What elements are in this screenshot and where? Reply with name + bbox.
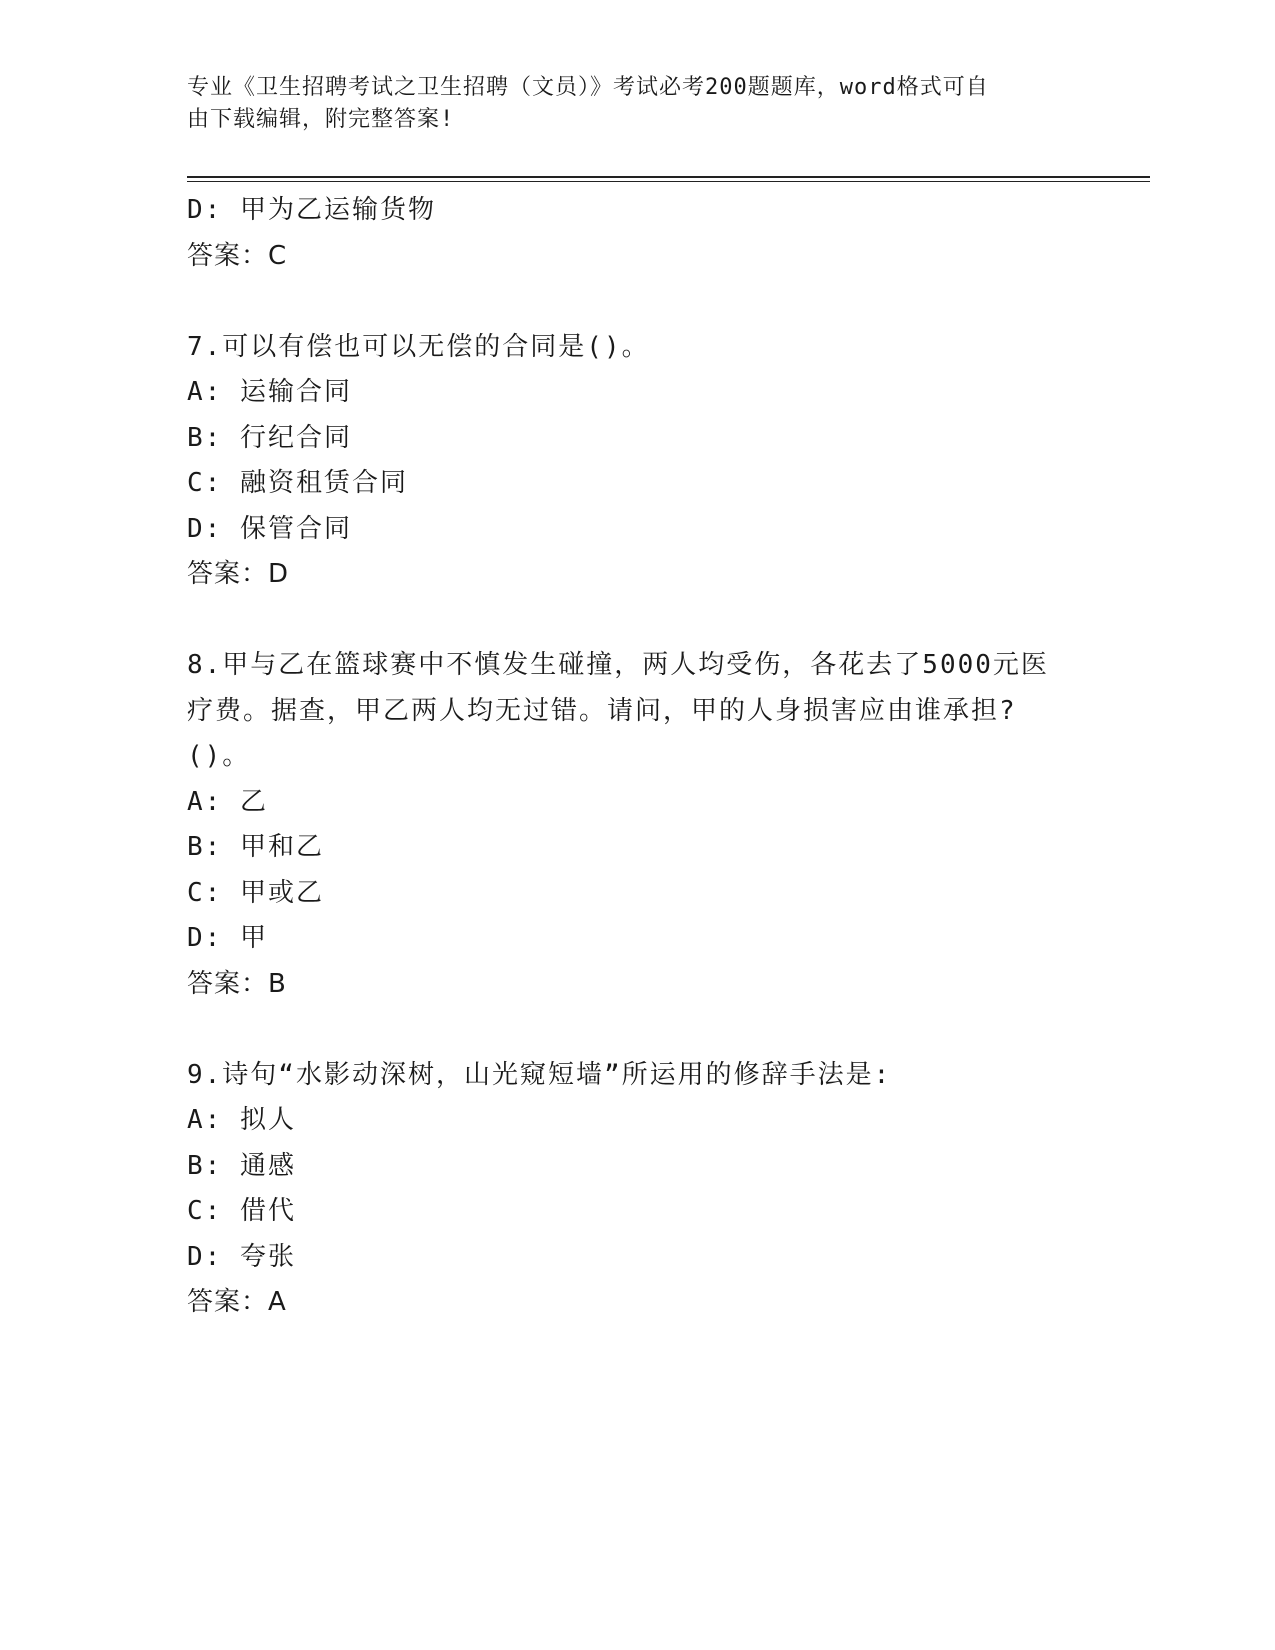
answer: 答案：A [187, 1287, 287, 1317]
continued-option-d: D: 甲为乙运输货物 [187, 195, 436, 225]
option-a: A: 拟人 [187, 1105, 296, 1135]
question-stem: 7.可以有偿也可以无偿的合同是()。 [187, 331, 650, 362]
option-a: A: 乙 [187, 786, 268, 817]
question-stem-line-2: 疗费。据查，甲乙两人均无过错。请问，甲的人身损害应由谁承担? [187, 695, 1017, 726]
continued-answer: 答案：C [187, 240, 288, 271]
question-8 [187, 643, 1087, 1007]
option-d: D: 夸张 [187, 1241, 296, 1272]
answer: 答案：D [187, 559, 290, 589]
option-b: B: 甲和乙 [187, 832, 324, 862]
spacer [187, 1007, 1087, 1053]
option-c: C: 甲或乙 [187, 877, 324, 908]
option-b: B: 行纪合同 [187, 422, 352, 453]
spacer [187, 598, 1087, 644]
question-stem-line-3: ()。 [187, 741, 251, 771]
answer: 答案：B [187, 968, 287, 999]
question-stem-line-1: 8.甲与乙在篮球赛中不慎发生碰撞，两人均受伤，各花去了5000元医 [187, 650, 1049, 680]
document-header [187, 72, 1087, 136]
question-stem: 9.诗句“水影动深树，山光窥短墙”所运用的修辞手法是: [187, 1059, 892, 1090]
option-d: D: 保管合同 [187, 513, 352, 544]
option-a: A: 运输合同 [187, 377, 352, 407]
header-divider [187, 176, 1150, 182]
option-b: B: 通感 [187, 1150, 296, 1181]
spacer [187, 279, 1087, 325]
option-c: C: 融资租赁合同 [187, 468, 408, 498]
option-c: C: 借代 [187, 1196, 296, 1226]
question-9 [187, 1053, 1087, 1326]
header-line-1: 专业《卫生招聘考试之卫生招聘（文员）》考试必考200题题库，word格式可自 [187, 75, 989, 100]
option-d: D: 甲 [187, 923, 268, 953]
header-line-2: 由下载编辑，附完整答案! [187, 107, 455, 132]
question-7 [187, 325, 1087, 598]
question-list [187, 188, 1087, 1326]
